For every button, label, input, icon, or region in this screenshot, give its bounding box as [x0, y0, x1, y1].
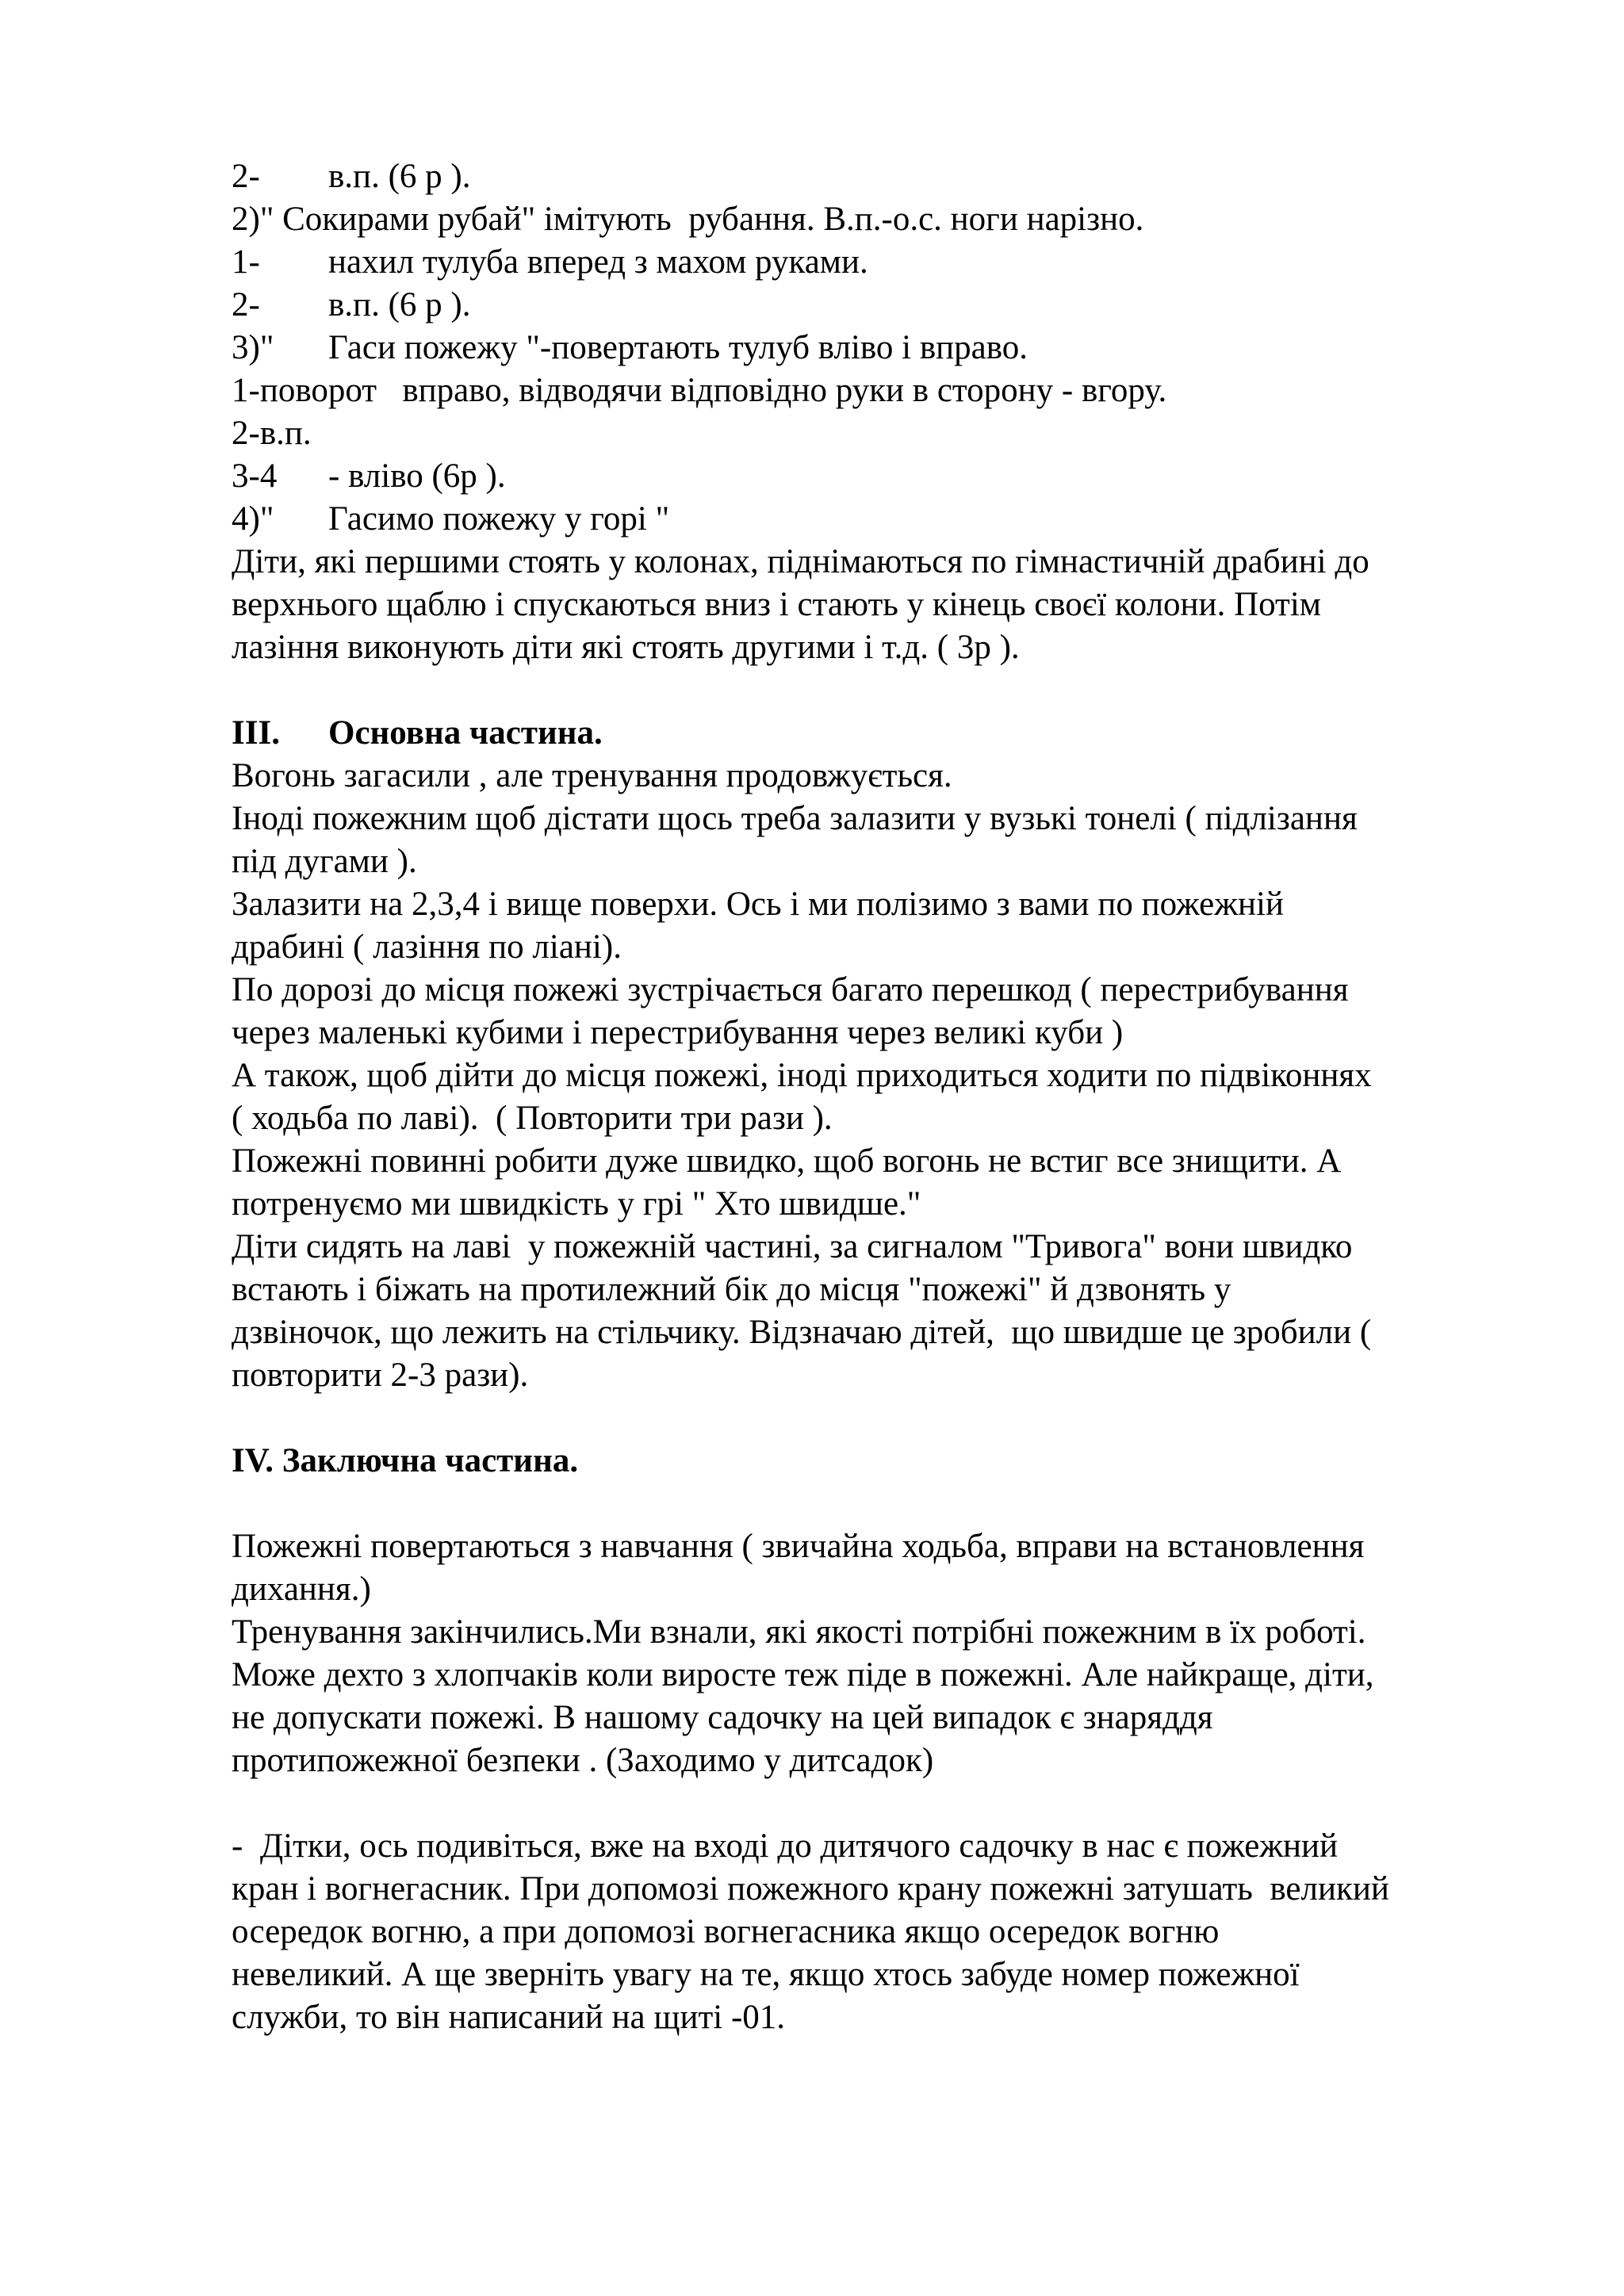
text-line: Іноді пожежним щоб дістати щось треба залазити у вузькі тонелі ( підлізання	[232, 800, 1358, 837]
text-line: - Дітки, ось подивіться, вже на вході до дитячого садочку в нас є пожежний	[232, 1827, 1339, 1865]
section-title: Основна частина.	[328, 714, 603, 752]
text-line: служби, то він написаний на щиті -01.	[232, 1999, 786, 2036]
text-line: По дорозі до місця пожежі зустрічається багато перешкод ( перестрибування	[232, 971, 1349, 1008]
text-line: невеликий. А ще зверніть увагу на те, якщо хтось забуде номер пожежної	[232, 1956, 1300, 1993]
line-text: Гасимо пожежу у горі "	[328, 500, 670, 538]
line-text: - вліво (6р ).	[328, 457, 506, 495]
text-line: Залазити на 2,3,4 і вище поверхи. Ось і ми полізимо з вами по пожежній	[232, 886, 1284, 923]
text-line: Діти сидять на лаві у пожежній частині, за сигналом "Тривога" вони швидко	[232, 1228, 1353, 1265]
text-line: лазіння виконують діти які стоять другими і т.д. ( 3р ).	[232, 629, 1020, 666]
line-number: 1-	[232, 243, 260, 281]
line-text: в.п. (6 р ).	[328, 158, 471, 195]
text-line: 2)" Сокирами рубай" імітують рубання. В.п.-о.с. ноги нарізно.	[232, 201, 1144, 238]
section-heading-main	[232, 712, 1532, 755]
fire-safety-block	[232, 1825, 1532, 2039]
line-text: в.п. (6 р ).	[328, 286, 471, 323]
line-number: 2-	[232, 286, 260, 323]
text-line: через маленькі кубими і перестрибування через великі куби )	[232, 1014, 1124, 1051]
text-line: 1-поворот вправо, відводячи відповідно руки в сторону - вгору.	[232, 372, 1167, 409]
spacer	[232, 1397, 1532, 1440]
section-heading-final: IV. Заключна частина.	[232, 1442, 579, 1479]
text-line: Пожежні повинні робити дуже швидко, щоб вогонь не встиг все знищити. А	[232, 1142, 1342, 1180]
text-line: повторити 2-3 рази).	[232, 1357, 529, 1394]
text-line: осередок вогню, а при допомозі вогнегасника якщо осередок вогню	[232, 1913, 1220, 1950]
text-line: Може дехто з хлопчаків коли виросте теж піде в пожежні. Але найкраще, діти,	[232, 1656, 1374, 1693]
line-number: 3)"	[232, 329, 274, 366]
text-line: Діти, які першими стоять у колонах, піднімаються по гімнастичній драбині до	[232, 543, 1369, 580]
text-line	[232, 455, 1532, 498]
spacer	[232, 1782, 1532, 1825]
text-line: дихання.)	[232, 1571, 371, 1608]
exercise-block	[232, 155, 1532, 669]
text-line: протипожежної безпеки . (Заходимо у дитсадок)	[232, 1742, 934, 1779]
line-number: 2-	[232, 158, 260, 195]
line-text: нахил тулуба вперед з махом руками.	[328, 243, 868, 281]
document-page	[232, 155, 1532, 2039]
text-line: ( ходьба по лаві). ( Повторити три рази ).	[232, 1100, 833, 1137]
text-line	[232, 498, 1532, 541]
text-line	[232, 327, 1532, 369]
text-line: дзвіночок, що лежить на стільчику. Відзначаю дітей, що швидше це зробили (	[232, 1314, 1372, 1351]
section-number: ІІІ.	[232, 714, 280, 752]
text-line: встають і біжать на протилежний бік до місця "пожежі" й дзвонять у	[232, 1271, 1231, 1308]
spacer	[232, 1483, 1532, 1525]
line-number: 4)"	[232, 500, 274, 538]
text-line: 2-в.п.	[232, 415, 312, 452]
text-line: потренуємо ми швидкість у грі " Хто швидше."	[232, 1185, 921, 1223]
text-line: не допускати пожежі. В нашому садочку на цей випадок є знаряддя	[232, 1699, 1213, 1736]
main-part-block	[232, 755, 1532, 1397]
text-line	[232, 241, 1532, 284]
text-line: під дугами ).	[232, 843, 417, 880]
text-line	[232, 284, 1532, 327]
text-line: драбині ( лазіння по ліані).	[232, 928, 622, 966]
text-line	[232, 155, 1532, 198]
text-line: Вогонь загасили , але тренування продовжується.	[232, 757, 952, 794]
text-line: А також, щоб дійти до місця пожежі, іноді приходиться ходити по підвіконнях	[232, 1057, 1372, 1094]
text-line: Пожежні повертаються з навчання ( звичайна ходьба, вправи на встановлення	[232, 1528, 1365, 1565]
text-line: Тренування закінчились.Ми взнали, які якості потрібні пожежним в їх роботі.	[232, 1613, 1366, 1651]
spacer	[232, 669, 1532, 712]
line-text: Гаси пожежу "-повертають тулуб вліво і вправо.	[328, 329, 1028, 366]
final-part-block	[232, 1525, 1532, 1782]
text-line: верхнього щаблю і спускаються вниз і стають у кінець своєї колони. Потім	[232, 586, 1322, 623]
line-number: 3-4	[232, 457, 278, 495]
text-line: кран і вогнегасник. При допомозі пожежного крану пожежні затушать великий	[232, 1870, 1389, 1908]
